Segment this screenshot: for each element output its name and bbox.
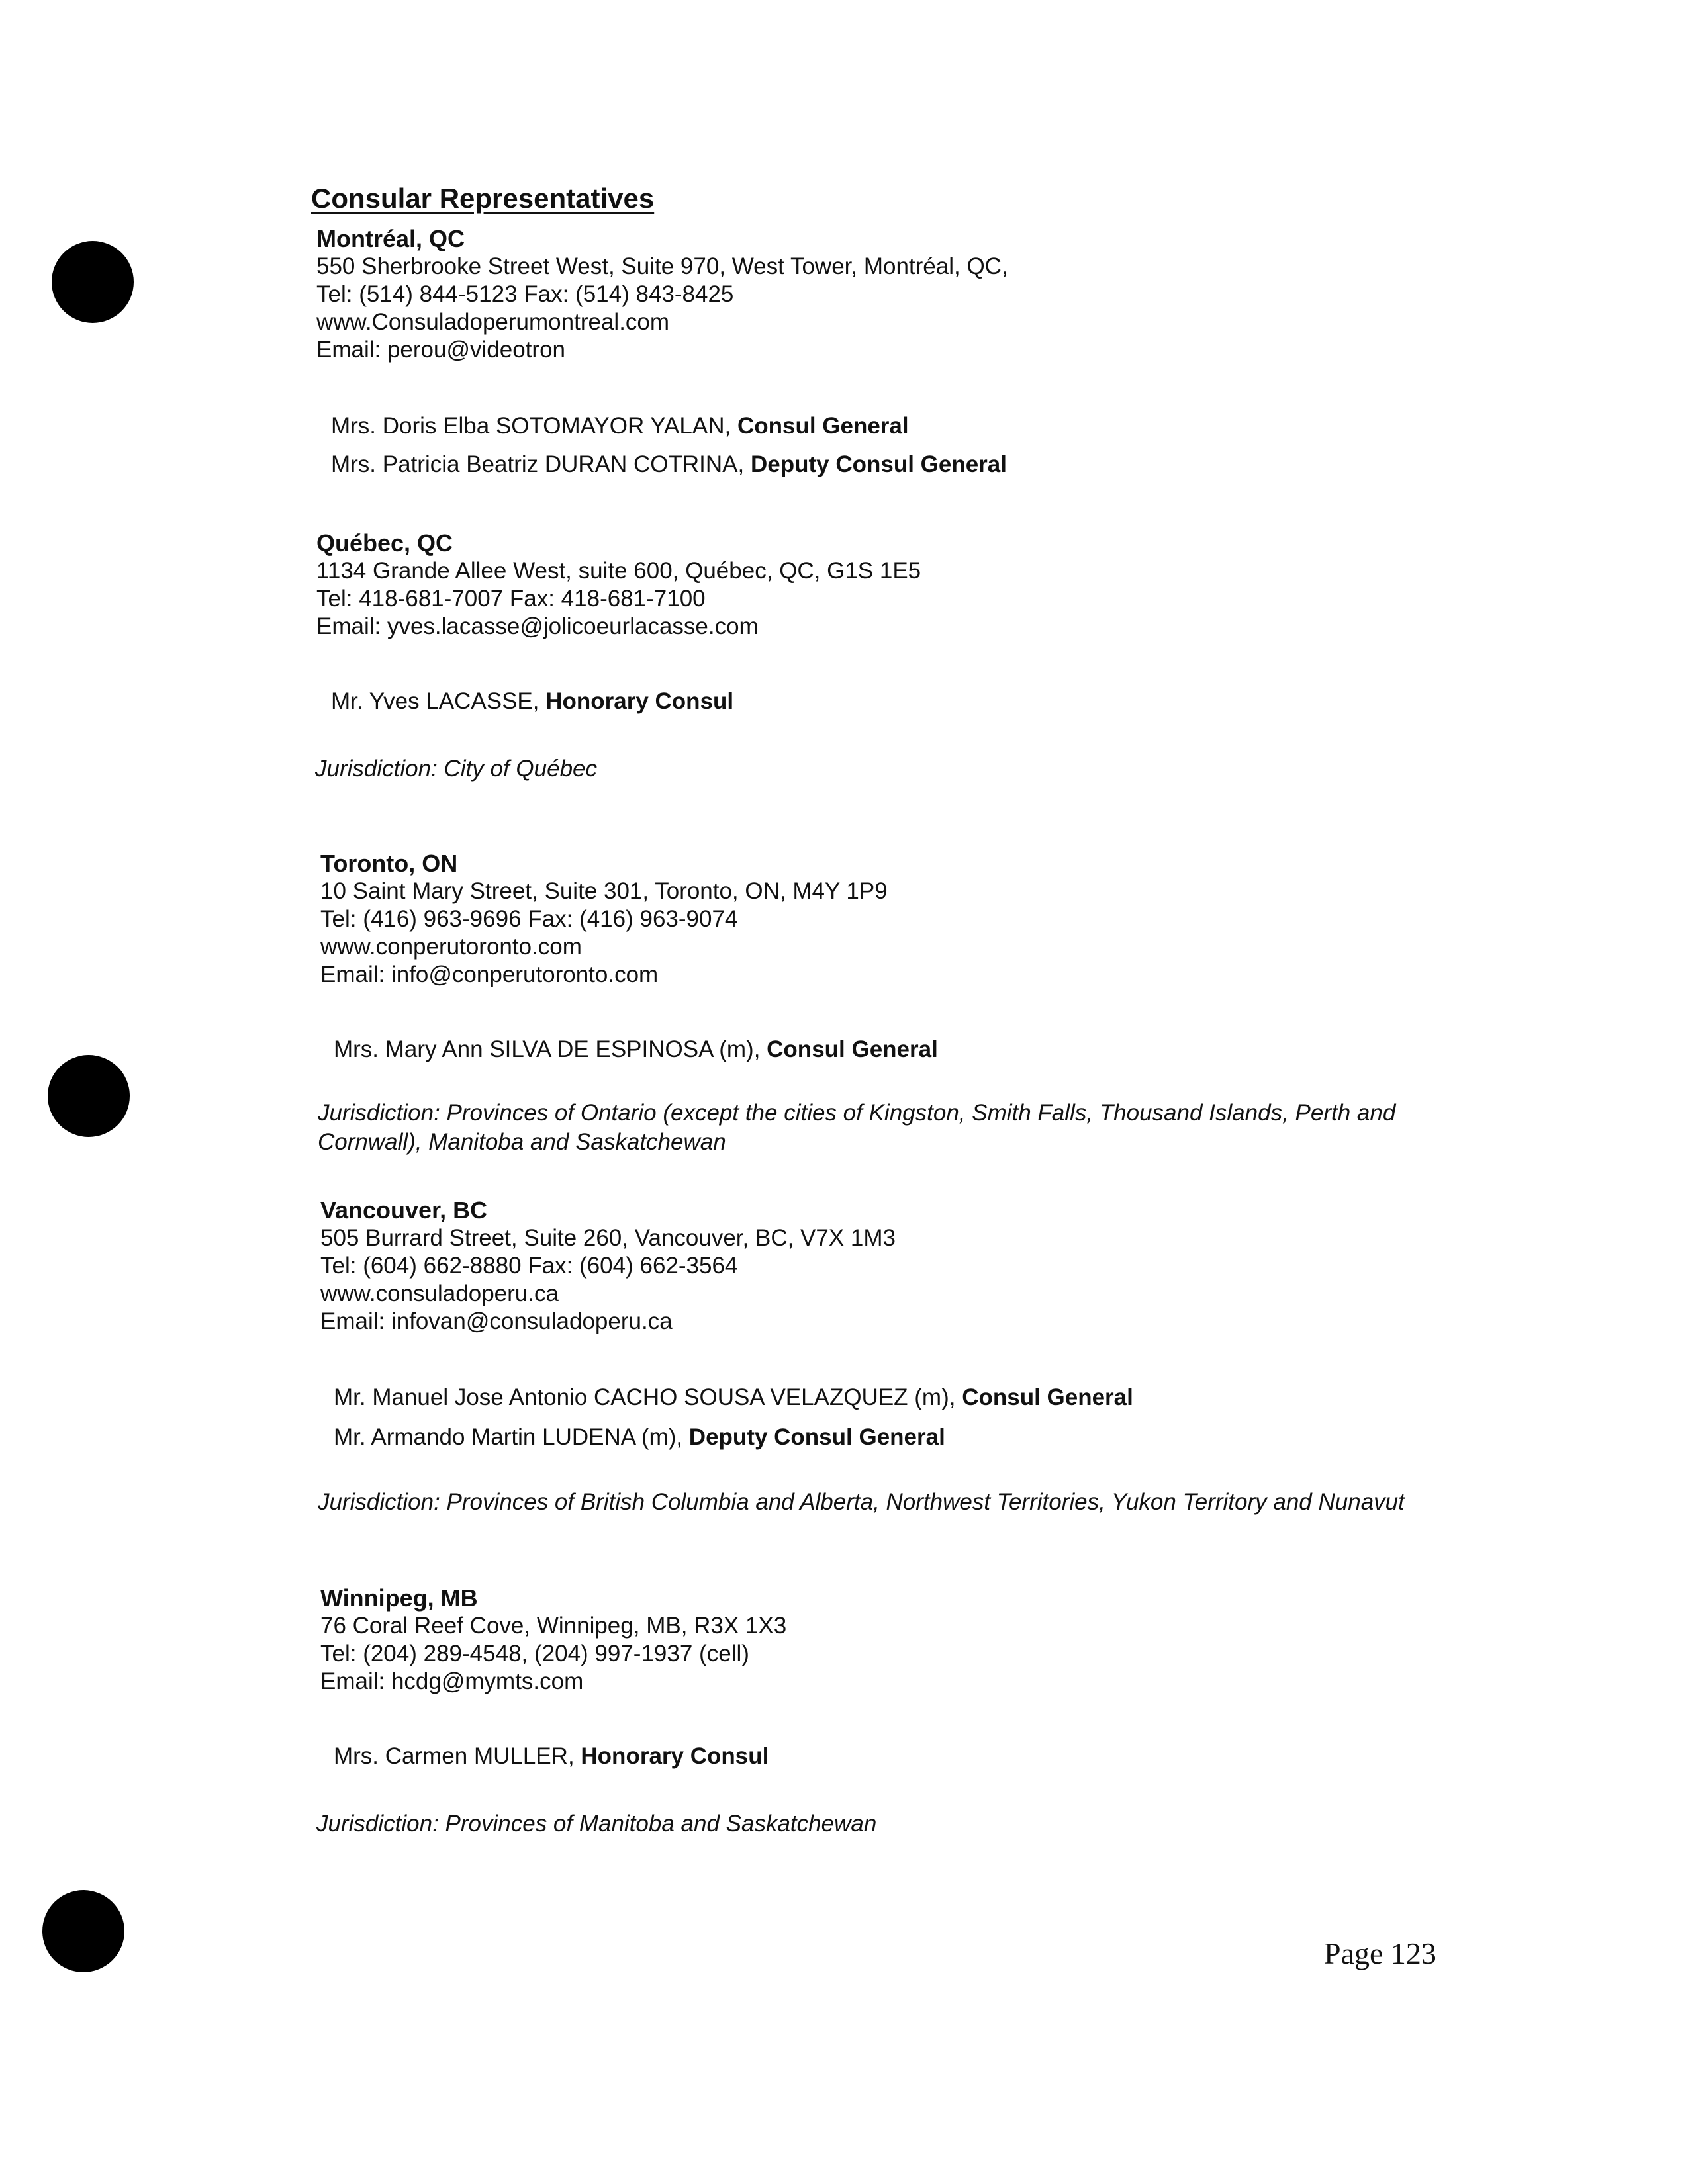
- office-address: 505 Burrard Street, Suite 260, Vancouver, BC, V7X 1M3: [320, 1225, 896, 1251]
- jurisdiction-note: Jurisdiction: City of Québec: [315, 756, 598, 782]
- official-entry: [334, 1424, 945, 1451]
- punch-hole-top: [52, 241, 134, 323]
- official-role: Consul General: [767, 1036, 938, 1062]
- office-email: Email: infovan@consuladoperu.ca: [320, 1308, 673, 1334]
- office-phone: Tel: (416) 963-9696 Fax: (416) 963-9074: [320, 906, 738, 932]
- office-website: www.conperutoronto.com: [320, 934, 582, 960]
- punch-hole-bottom: [42, 1890, 124, 1972]
- page-title: Consular Representatives: [311, 183, 655, 214]
- official-entry: [331, 413, 909, 439]
- office-website: www.consuladoperu.ca: [320, 1281, 559, 1306]
- office-address: 76 Coral Reef Cove, Winnipeg, MB, R3X 1X3: [320, 1613, 787, 1639]
- official-name: Mr. Armando Martin LUDENA (m),: [334, 1424, 689, 1450]
- office-vancouver: [320, 1197, 896, 1336]
- office-email: Email: yves.lacasse@jolicoeurlacasse.com: [316, 614, 759, 639]
- official-entry: [334, 1036, 938, 1063]
- office-city: Winnipeg, MB: [320, 1584, 478, 1612]
- official-role: Deputy Consul General: [688, 1424, 945, 1450]
- official-name: Mrs. Mary Ann SILVA DE ESPINOSA (m),: [334, 1036, 767, 1062]
- jurisdiction-note: Jurisdiction: Provinces of British Columbia and Alberta, Northwest Territories, Yukon Territory and Nunavut: [318, 1489, 1405, 1515]
- office-city: Québec, QC: [316, 529, 453, 557]
- office-address: 1134 Grande Allee West, suite 600, Québec, QC, G1S 1E5: [316, 558, 921, 584]
- official-entry: [331, 688, 733, 715]
- office-email: Email: perou@videotron: [316, 337, 565, 363]
- office-quebec: [316, 529, 921, 641]
- official-name: Mr. Yves LACASSE,: [331, 688, 546, 714]
- jurisdiction-note: Jurisdiction: Provinces of Manitoba and Saskatchewan: [316, 1811, 877, 1837]
- office-winnipeg: [320, 1584, 786, 1696]
- office-city: Vancouver, BC: [320, 1197, 488, 1224]
- office-address: 550 Sherbrooke Street West, Suite 970, West Tower, Montréal, QC,: [316, 253, 1008, 279]
- jurisdiction-note: Jurisdiction: Provinces of Ontario (except the cities of Kingston, Smith Falls, Thousand Islands, Perth and Cornwall), Manitoba and Saskatchewan: [318, 1100, 1396, 1155]
- page-number: Page 123: [1324, 1936, 1436, 1970]
- office-city: Montréal, QC: [316, 225, 465, 252]
- office-phone: Tel: (514) 844-5123 Fax: (514) 843-8425: [316, 281, 734, 307]
- office-toronto: [320, 850, 888, 989]
- official-name: Mrs. Carmen MULLER,: [334, 1743, 581, 1769]
- official-entry: [331, 451, 1007, 478]
- official-role: Honorary Consul: [545, 688, 734, 714]
- punch-hole-middle: [48, 1055, 130, 1137]
- office-phone: Tel: (604) 662-8880 Fax: (604) 662-3564: [320, 1253, 738, 1279]
- official-entry: [334, 1743, 769, 1770]
- official-name: Mr. Manuel Jose Antonio CACHO SOUSA VELAZQUEZ (m),: [334, 1385, 962, 1410]
- official-name: Mrs. Patricia Beatriz DURAN COTRINA,: [331, 451, 751, 477]
- official-role: Consul General: [737, 413, 909, 439]
- office-email: Email: info@conperutoronto.com: [320, 962, 659, 987]
- office-address: 10 Saint Mary Street, Suite 301, Toronto, ON, M4Y 1P9: [320, 878, 888, 904]
- office-phone: Tel: 418-681-7007 Fax: 418-681-7100: [316, 586, 706, 612]
- office-city: Toronto, ON: [320, 850, 458, 877]
- office-montreal: [316, 225, 1008, 364]
- official-role: Deputy Consul General: [750, 451, 1007, 477]
- official-role: Honorary Consul: [581, 1743, 769, 1769]
- office-phone: Tel: (204) 289-4548, (204) 997-1937 (cell): [320, 1641, 749, 1666]
- official-name: Mrs. Doris Elba SOTOMAYOR YALAN,: [331, 413, 737, 439]
- official-role: Consul General: [962, 1385, 1133, 1410]
- office-website: www.Consuladoperumontreal.com: [316, 309, 670, 335]
- office-email: Email: hcdg@mymts.com: [320, 1668, 584, 1694]
- official-entry: [334, 1385, 1133, 1411]
